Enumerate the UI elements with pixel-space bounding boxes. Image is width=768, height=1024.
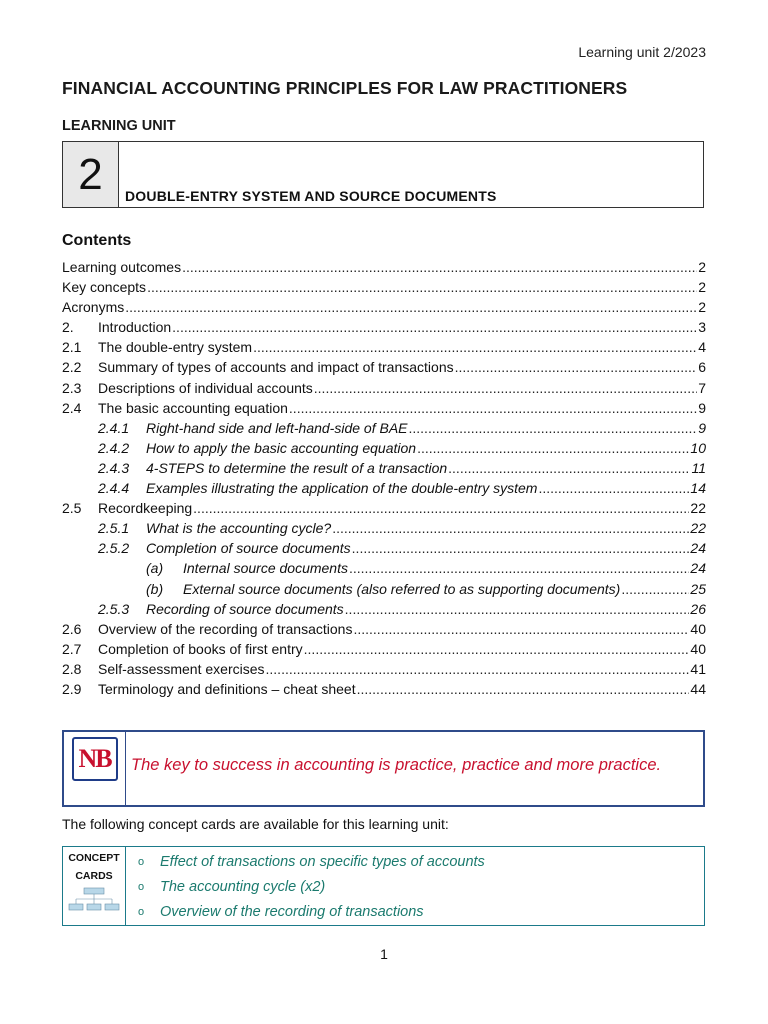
toc-leader-dots bbox=[182, 257, 697, 277]
toc-page-number: 3 bbox=[698, 319, 706, 336]
toc-title: Acronyms bbox=[62, 299, 125, 316]
toc-row bbox=[62, 498, 706, 518]
toc-row bbox=[62, 378, 706, 398]
concept-cards-box bbox=[62, 846, 705, 926]
toc-leader-dots bbox=[266, 659, 690, 679]
toc-page-number: 22 bbox=[690, 500, 706, 517]
toc-leader-dots bbox=[349, 558, 689, 578]
toc-number: 2.2 bbox=[62, 359, 82, 376]
toc-number: (a) bbox=[146, 560, 164, 577]
toc-row bbox=[62, 619, 706, 639]
header-unit-ref: Learning unit 2/2023 bbox=[578, 44, 706, 60]
toc-leader-dots bbox=[409, 418, 698, 438]
toc-row bbox=[62, 679, 706, 699]
toc-leader-dots bbox=[417, 438, 689, 458]
toc-title: Terminology and definitions – cheat sheet bbox=[98, 680, 356, 697]
toc-page-number: 41 bbox=[690, 660, 706, 677]
toc-leader-dots bbox=[621, 579, 689, 599]
toc-leader-dots bbox=[332, 518, 689, 538]
toc-title: Learning outcomes bbox=[62, 259, 182, 275]
toc-page-number: 9 bbox=[698, 399, 706, 416]
toc-title: Completion of source documents bbox=[146, 540, 351, 557]
toc-page-number: 40 bbox=[690, 640, 706, 657]
contents-heading: Contents bbox=[62, 232, 132, 249]
toc-row bbox=[62, 518, 706, 538]
toc-page-number: 2 bbox=[698, 259, 706, 275]
toc-leader-dots bbox=[193, 498, 689, 518]
concept-card-item bbox=[138, 849, 704, 874]
toc-title: Examples illustrating the application of the double-entry system bbox=[146, 480, 538, 497]
toc-page-number: 24 bbox=[690, 540, 706, 557]
toc-page-number: 24 bbox=[690, 560, 706, 577]
toc-title: Summary of types of accounts and impact of transactions bbox=[98, 359, 454, 376]
toc-leader-dots bbox=[304, 639, 690, 659]
toc-title: Internal source documents bbox=[183, 560, 348, 577]
concept-cards-intro: The following concept cards are available for this learning unit: bbox=[62, 816, 449, 832]
toc-number: 2.3 bbox=[62, 379, 82, 396]
toc-number: 2.7 bbox=[62, 640, 82, 657]
concept-card-item bbox=[138, 899, 704, 924]
unit-number: 2 bbox=[63, 142, 119, 207]
toc-row bbox=[62, 398, 706, 418]
toc-title: Self-assessment exercises bbox=[98, 660, 265, 677]
toc-number: 2.9 bbox=[62, 680, 82, 697]
toc-title: External source documents (also referred to as supporting documents) bbox=[183, 580, 621, 597]
org-chart-icon bbox=[68, 887, 120, 913]
document-title: FINANCIAL ACCOUNTING PRINCIPLES FOR LAW PRACTITIONERS bbox=[62, 78, 628, 98]
concept-card-label: The accounting cycle (x2) bbox=[160, 878, 326, 895]
concept-card-label: Overview of the recording of transactions bbox=[160, 903, 424, 920]
toc-title: Right-hand side and left-hand-side of BAE bbox=[146, 419, 408, 436]
toc-title: Descriptions of individual accounts bbox=[98, 379, 313, 396]
toc-row bbox=[62, 257, 706, 277]
toc-row bbox=[62, 659, 706, 679]
toc-row bbox=[62, 579, 706, 599]
toc-leader-dots bbox=[353, 619, 689, 639]
toc-page-number: 9 bbox=[698, 419, 706, 436]
toc-page-number: 2 bbox=[698, 279, 706, 296]
unit-title-box bbox=[62, 141, 704, 208]
toc-row bbox=[62, 478, 706, 498]
toc-leader-dots bbox=[125, 297, 697, 317]
toc-row bbox=[62, 458, 706, 478]
toc-row bbox=[62, 558, 706, 578]
toc-title: Recording of source documents bbox=[146, 600, 344, 617]
toc-number: 2.6 bbox=[62, 620, 82, 637]
toc-row bbox=[62, 277, 706, 297]
toc-number: 2.8 bbox=[62, 660, 82, 677]
toc-page-number: 25 bbox=[690, 580, 706, 597]
bullet-icon: o bbox=[138, 905, 145, 918]
toc-page-number: 11 bbox=[691, 459, 706, 476]
toc-title: How to apply the basic accounting equation bbox=[146, 439, 417, 456]
toc-row bbox=[62, 639, 706, 659]
toc-page-number: 2 bbox=[698, 299, 706, 316]
toc-number: 2.4.1 bbox=[98, 419, 130, 436]
toc-leader-dots bbox=[448, 458, 690, 478]
concept-card-item bbox=[138, 874, 704, 899]
toc-page-number: 6 bbox=[698, 359, 706, 376]
toc-page-number: 4 bbox=[698, 339, 706, 356]
toc-leader-dots bbox=[538, 478, 689, 498]
toc-number: 2.4.4 bbox=[98, 480, 130, 497]
learning-unit-label: LEARNING UNIT bbox=[62, 118, 176, 134]
toc-number: (b) bbox=[146, 580, 164, 597]
toc-title: Overview of the recording of transactions bbox=[98, 620, 353, 637]
toc-leader-dots bbox=[147, 277, 697, 297]
toc-leader-dots bbox=[352, 538, 690, 558]
toc-title: Key concepts bbox=[62, 279, 147, 296]
toc-title: Introduction bbox=[98, 319, 172, 336]
nb-logo-icon: NB bbox=[72, 737, 118, 781]
toc-number: 2.1 bbox=[62, 339, 82, 356]
toc-number: 2.5.3 bbox=[98, 600, 130, 617]
toc-row bbox=[62, 538, 706, 558]
concept-logo-line2: CARDS bbox=[75, 870, 113, 882]
toc-leader-dots bbox=[253, 337, 697, 357]
toc-leader-dots bbox=[172, 317, 697, 337]
nb-message: The key to success in accounting is practice, practice and more practice. bbox=[131, 756, 662, 774]
toc-title: The basic accounting equation bbox=[98, 399, 288, 416]
nb-callout bbox=[62, 730, 705, 807]
toc-leader-dots bbox=[289, 398, 697, 418]
toc-leader-dots bbox=[314, 378, 697, 398]
toc-row bbox=[62, 297, 706, 317]
toc-page-number: 40 bbox=[690, 620, 706, 637]
toc-page-number: 26 bbox=[690, 600, 706, 617]
toc-number: 2.4.2 bbox=[98, 439, 130, 456]
toc-row bbox=[62, 357, 706, 377]
toc-number: 2.5.2 bbox=[98, 540, 130, 557]
concept-card-label: Effect of transactions on specific types of accounts bbox=[160, 853, 485, 870]
toc-page-number: 14 bbox=[690, 480, 706, 497]
toc-title: The double-entry system bbox=[98, 339, 253, 356]
toc-title: What is the accounting cycle? bbox=[146, 520, 332, 537]
toc-title: Recordkeeping bbox=[98, 500, 193, 517]
toc-leader-dots bbox=[345, 599, 690, 619]
concept-logo-line1: CONCEPT bbox=[68, 852, 120, 864]
toc-title: 4-STEPS to determine the result of a transaction bbox=[146, 459, 448, 476]
concept-cards-logo bbox=[63, 847, 126, 925]
table-of-contents bbox=[62, 257, 706, 699]
toc-row bbox=[62, 599, 706, 619]
bullet-icon: o bbox=[138, 880, 145, 893]
unit-name: DOUBLE-ENTRY SYSTEM AND SOURCE DOCUMENTS bbox=[125, 188, 497, 204]
toc-row bbox=[62, 418, 706, 438]
toc-page-number: 44 bbox=[690, 680, 706, 697]
concept-cards-list bbox=[126, 847, 704, 925]
toc-number: 2.4.3 bbox=[98, 459, 130, 476]
toc-number: 2.4 bbox=[62, 399, 82, 416]
page-number: 1 bbox=[380, 946, 388, 962]
toc-leader-dots bbox=[357, 679, 690, 699]
bullet-icon: o bbox=[138, 855, 145, 868]
toc-row bbox=[62, 317, 706, 337]
toc-number: 2.5 bbox=[62, 500, 82, 517]
toc-row bbox=[62, 337, 706, 357]
toc-row bbox=[62, 438, 706, 458]
toc-leader-dots bbox=[455, 357, 698, 377]
toc-page-number: 10 bbox=[690, 439, 706, 456]
nb-logo-cell bbox=[64, 732, 126, 805]
toc-page-number: 7 bbox=[698, 379, 706, 396]
toc-number: 2. bbox=[62, 319, 74, 336]
toc-page-number: 22 bbox=[690, 520, 706, 537]
toc-title: Completion of books of first entry bbox=[98, 640, 303, 657]
toc-number: 2.5.1 bbox=[98, 520, 130, 537]
